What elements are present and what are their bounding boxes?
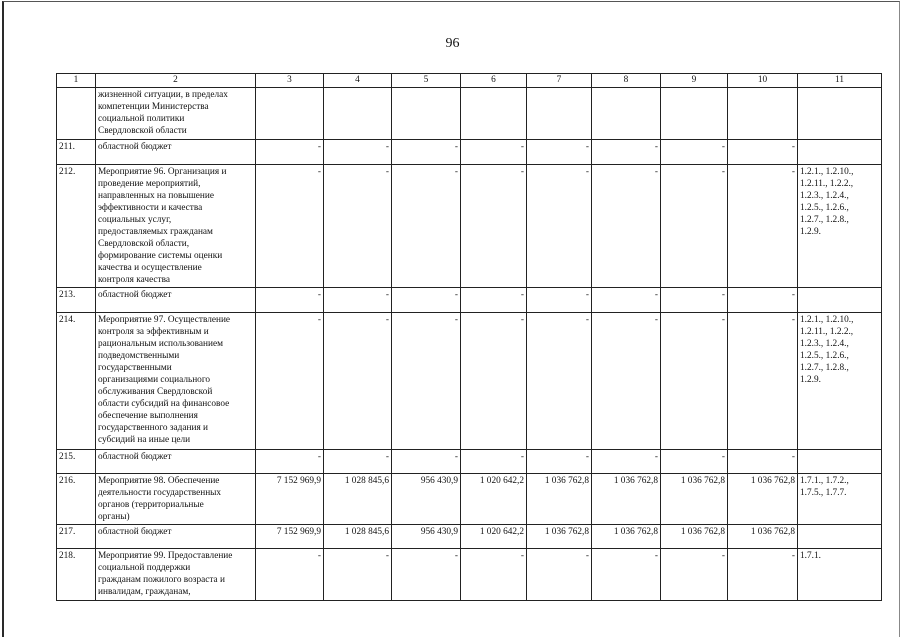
column-header: 9 (661, 74, 728, 88)
activity-name-line: контроля качества (98, 275, 171, 285)
value-cell: 1 028 845,6 (324, 525, 392, 549)
value-cell: - (527, 288, 592, 313)
activity-name-line: гражданам пожилого возраста и (98, 575, 225, 585)
value-cell: - (324, 288, 392, 313)
value-cell: - (256, 288, 324, 313)
value-cell: 1 036 762,8 (592, 474, 661, 525)
table-row (57, 313, 882, 450)
activity-name (96, 525, 256, 549)
value-cell: 956 430,9 (392, 474, 461, 525)
value-cell (661, 88, 728, 140)
target-indicator-line: 1.2.9. (800, 375, 821, 385)
row-number: 217. (57, 525, 96, 549)
value-cell: - (256, 549, 324, 601)
activity-name (96, 313, 256, 450)
value-cell (527, 88, 592, 140)
activity-name-line: государственного задания и (98, 423, 209, 433)
activity-name-line: обеспечение выполнения (98, 411, 198, 421)
column-header: 6 (461, 74, 527, 88)
activity-name (96, 88, 256, 140)
activity-name (96, 165, 256, 288)
activity-name-line: областной бюджет (98, 452, 172, 462)
value-cell: - (728, 140, 798, 165)
column-header: 10 (728, 74, 798, 88)
target-indicator-line: 1.2.9. (800, 227, 821, 237)
target-indicators (798, 288, 882, 313)
value-cell (392, 88, 461, 140)
target-indicators (798, 450, 882, 474)
value-cell: 1 036 762,8 (661, 474, 728, 525)
table-row (57, 288, 882, 313)
value-cell (324, 88, 392, 140)
value-cell: - (324, 450, 392, 474)
target-indicator-line: 1.7.1. (800, 551, 821, 561)
value-cell: - (527, 313, 592, 450)
value-cell: - (392, 313, 461, 450)
row-number: 216. (57, 474, 96, 525)
activity-name-line: социальной поддержки (98, 563, 191, 573)
target-indicators (798, 474, 882, 525)
target-indicator-line: 1.2.3., 1.2.4., (800, 191, 849, 201)
value-cell: - (661, 288, 728, 313)
activity-name (96, 450, 256, 474)
value-cell: - (527, 450, 592, 474)
activity-name-line: компетенции Министерства (98, 102, 209, 112)
activity-name-line: обслуживания Свердловской (98, 387, 213, 397)
column-header: 7 (527, 74, 592, 88)
activity-name (96, 140, 256, 165)
value-cell: - (527, 140, 592, 165)
value-cell: - (661, 549, 728, 601)
value-cell: - (661, 313, 728, 450)
value-cell: - (324, 313, 392, 450)
row-number (57, 88, 96, 140)
activity-name-line: Свердловской области (98, 126, 187, 136)
activity-name-line: областной бюджет (98, 142, 172, 152)
value-cell: 1 020 642,2 (461, 525, 527, 549)
activity-name-line: эффективности и качества (98, 203, 203, 213)
column-header: 1 (57, 74, 96, 88)
value-cell: - (527, 165, 592, 288)
value-cell: - (324, 140, 392, 165)
column-header: 8 (592, 74, 661, 88)
value-cell: - (527, 549, 592, 601)
table-row (57, 549, 882, 601)
activity-name-line: подведомственными (98, 351, 180, 361)
table-row (57, 165, 882, 288)
table-body (57, 88, 882, 601)
value-cell: - (392, 140, 461, 165)
value-cell: 1 036 762,8 (728, 525, 798, 549)
column-header: 2 (96, 74, 256, 88)
target-indicator-line: 1.2.5., 1.2.6., (800, 203, 849, 213)
value-cell: - (728, 288, 798, 313)
value-cell: 956 430,9 (392, 525, 461, 549)
value-cell: - (256, 140, 324, 165)
value-cell: - (461, 165, 527, 288)
table-row (57, 450, 882, 474)
table-header-row (57, 74, 882, 88)
activity-name-line: Мероприятие 97. Осуществление (98, 315, 231, 325)
activity-name-line: жизненной ситуации, в пределах (98, 90, 228, 100)
column-header: 11 (798, 74, 882, 88)
target-indicators (798, 88, 882, 140)
program-table (56, 73, 882, 601)
activity-name-line: качества и осуществление (98, 263, 202, 273)
value-cell: - (592, 140, 661, 165)
target-indicator-line: 1.2.1., 1.2.10., (800, 315, 854, 325)
value-cell: - (728, 450, 798, 474)
value-cell (256, 88, 324, 140)
activity-name-line: предоставляемых гражданам (98, 227, 213, 237)
activity-name-line: рациональным использованием (98, 339, 223, 349)
value-cell: - (324, 549, 392, 601)
row-number: 215. (57, 450, 96, 474)
value-cell: - (324, 165, 392, 288)
target-indicator-line: 1.2.11., 1.2.2., (800, 179, 854, 189)
activity-name-line: областной бюджет (98, 290, 172, 300)
value-cell: - (461, 140, 527, 165)
value-cell: - (256, 165, 324, 288)
activity-name-line: субсидий на иные цели (98, 435, 191, 445)
value-cell: 1 028 845,6 (324, 474, 392, 525)
table-row (57, 140, 882, 165)
target-indicators (798, 525, 882, 549)
row-number: 211. (57, 140, 96, 165)
row-number: 212. (57, 165, 96, 288)
value-cell: - (728, 313, 798, 450)
column-header: 3 (256, 74, 324, 88)
value-cell: - (256, 313, 324, 450)
activity-name-line: Мероприятие 96. Организация и (98, 167, 227, 177)
value-cell: - (728, 165, 798, 288)
value-cell: 1 036 762,8 (527, 525, 592, 549)
value-cell: - (592, 165, 661, 288)
activity-name-line: контроля за эффективным и (98, 327, 209, 337)
value-cell: 1 020 642,2 (461, 474, 527, 525)
table-row (57, 525, 882, 549)
value-cell (461, 88, 527, 140)
activity-name-line: социальных услуг, (98, 215, 172, 225)
activity-name-line: направленных на повышение (98, 191, 214, 201)
value-cell: - (661, 165, 728, 288)
value-cell: - (392, 288, 461, 313)
target-indicators (798, 165, 882, 288)
activity-name-line: Мероприятие 99. Предоставление (98, 551, 233, 561)
value-cell: - (592, 313, 661, 450)
value-cell: - (728, 549, 798, 601)
value-cell: - (592, 549, 661, 601)
target-indicator-line: 1.2.1., 1.2.10., (800, 167, 854, 177)
target-indicator-line: 1.2.11., 1.2.2., (800, 327, 854, 337)
value-cell: - (392, 165, 461, 288)
value-cell: - (592, 450, 661, 474)
row-number: 213. (57, 288, 96, 313)
value-cell: - (661, 450, 728, 474)
row-number: 214. (57, 313, 96, 450)
target-indicator-line: 1.7.1., 1.7.2., (800, 476, 849, 486)
activity-name-line: инвалидам, гражданам, (98, 587, 191, 597)
value-cell: 1 036 762,8 (728, 474, 798, 525)
activity-name-line: деятельности государственных (98, 488, 222, 498)
value-cell: - (256, 450, 324, 474)
value-cell: - (461, 450, 527, 474)
value-cell: 1 036 762,8 (527, 474, 592, 525)
target-indicator-line: 1.2.3., 1.2.4., (800, 339, 849, 349)
activity-name-line: области субсидий на финансовое (98, 399, 230, 409)
value-cell: 7 152 969,9 (256, 525, 324, 549)
table-row (57, 88, 882, 140)
column-header: 4 (324, 74, 392, 88)
activity-name-line: Свердловской области, (98, 239, 190, 249)
activity-name-line: организациями социального (98, 375, 211, 385)
value-cell: 7 152 969,9 (256, 474, 324, 525)
activity-name-line: органов (территориальные (98, 500, 204, 510)
row-number: 218. (57, 549, 96, 601)
value-cell (592, 88, 661, 140)
activity-name-line: Мероприятие 98. Обеспечение (98, 476, 220, 486)
activity-name-line: государственными (98, 363, 172, 373)
target-indicator-line: 1.2.7., 1.2.8., (800, 215, 849, 225)
activity-name-line: формирование системы оценки (98, 251, 223, 261)
value-cell (728, 88, 798, 140)
activity-name-line: социальной политики (98, 114, 185, 124)
target-indicator-line: 1.2.5., 1.2.6., (800, 351, 849, 361)
value-cell: - (661, 140, 728, 165)
value-cell: - (392, 549, 461, 601)
activity-name (96, 474, 256, 525)
target-indicator-line: 1.2.7., 1.2.8., (800, 363, 849, 373)
value-cell: - (461, 313, 527, 450)
page-number: 96 (445, 36, 460, 51)
activity-name-line: проведение мероприятий, (98, 179, 201, 189)
activity-name-line: областной бюджет (98, 527, 172, 537)
target-indicators (798, 140, 882, 165)
activity-name (96, 288, 256, 313)
value-cell: - (592, 288, 661, 313)
value-cell: - (461, 549, 527, 601)
value-cell: - (392, 450, 461, 474)
activity-name-line: органы) (98, 512, 130, 522)
value-cell: 1 036 762,8 (592, 525, 661, 549)
value-cell: - (461, 288, 527, 313)
target-indicators (798, 549, 882, 601)
target-indicator-line: 1.7.5., 1.7.7. (800, 488, 847, 498)
target-indicators (798, 313, 882, 450)
column-header: 5 (392, 74, 461, 88)
activity-name (96, 549, 256, 601)
table-row (57, 474, 882, 525)
value-cell: 1 036 762,8 (661, 525, 728, 549)
